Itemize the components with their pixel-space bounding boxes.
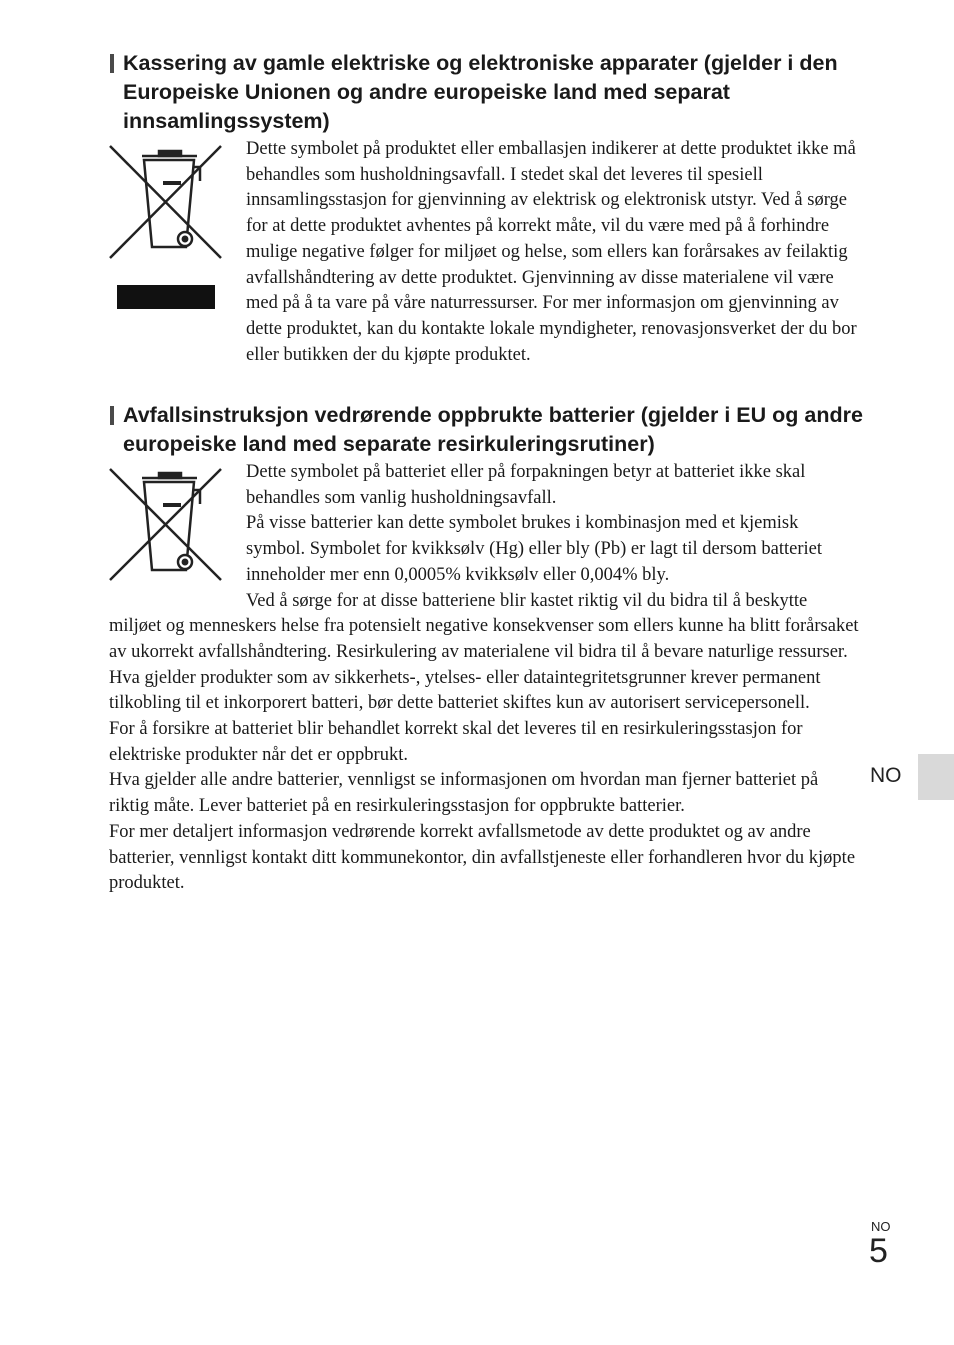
paragraph: For mer detaljert informasjon vedrørende korrekt avfallsmetode av dette produktet og av andre batterier, vennligst kontakt ditt kommunekontor, din avfallstjeneste eller forhandleren hvor du kjøpte produktet. (109, 821, 856, 894)
section-heading-weee (110, 49, 870, 136)
section-heading-text: Avfallsinstruksjon vedrørende oppbrukte batterier (gjelder i EU og andre europeiske land med separate resirkuleringsrutiner) (123, 403, 863, 456)
paragraph: Hva gjelder produkter som av sikkerhets-, ytelses- eller dataintegritetsgrunner krever permanent tilkobling til et inkorporert batteri, bør dette batteriet skiftes kun av autorisert servicepersonell. (109, 667, 821, 714)
heading-marker (110, 406, 114, 425)
section-weee (109, 137, 861, 368)
page-number: 5 (869, 1232, 888, 1270)
paragraph: For å forsikre at batteriet blir behandlet korrekt skal det leveres til en resirkuleringsstasjon for elektriske produkter når det er oppbrukt. (109, 719, 803, 765)
section-batteries (109, 460, 861, 897)
section-heading-batteries (110, 401, 870, 459)
paragraph: Dette symbolet på batteriet eller på forpakningen betyr at batteriet ikke skal behandles som vanlig husholdningsavfall. (246, 462, 806, 508)
heading-marker (110, 54, 114, 73)
crossed-out-wheeled-bin-icon (109, 460, 246, 590)
paragraph: På visse batterier kan dette symbolet brukes i kombinasjon med et kjemisk symbol. Symbolet for kvikksølv (Hg) eller bly (Pb) er lagt til dersom batteriet inneholder mer enn 0,0005% kvikksølv eller 0,004% bly. (246, 513, 822, 585)
paragraph: Hva gjelder alle andre batterier, vennligst se informasjonen om hvordan man fjerner batteriet på riktig måte. Lever batteriet på en resirkuleringsstasjon for oppbrukte batterier. (109, 770, 819, 817)
crossed-out-wheeled-bin-with-bar-icon (109, 137, 246, 345)
section-heading-text: Kassering av gamle elektriske og elektroniske apparater (gjelder i den Europeiske Unionen og andre europeiske land med separat innsamlingssystem) (123, 51, 838, 133)
page-language-code: NO (871, 1219, 891, 1234)
paragraph: Dette symbolet på produktet eller emballasjen indikerer at dette produktet ikke må behandles som husholdningsavfall. I stedet skal det leveres til spesiell innsamlingsstasjon for gjenvinning av elektrisk og elektronisk utstyr. Ved å sørge for at dette produktet avhentes på korrekt måte, vil du være med på å forhindre mulige negative følger for miljøet og helse, som ellers kan forårsakes av feilaktig avfallshåndtering av dette produktet. Gjenvinning av disse materialene vil være med på å ta vare på våre naturressurser. For mer informasjon om gjenvinning av dette produktet, kan du kontakte lokale myndigheter, renovasjonsverket der du bor eller butikken der du kjøpte produktet. (246, 139, 857, 365)
paragraph: Ved å sørge for at disse batteriene blir kastet riktig vil du bidra til å beskytte miljøet og menneskers helse fra potensielt negative konsekvenser som ellers kunne ha blitt forårsaket av ukorrekt avfallshåndtering. Resirkulering av materialene vil bidra til å bevare naturlige ressurser. (109, 590, 859, 662)
language-tab (918, 754, 954, 800)
language-tab-label: NO (870, 764, 902, 787)
